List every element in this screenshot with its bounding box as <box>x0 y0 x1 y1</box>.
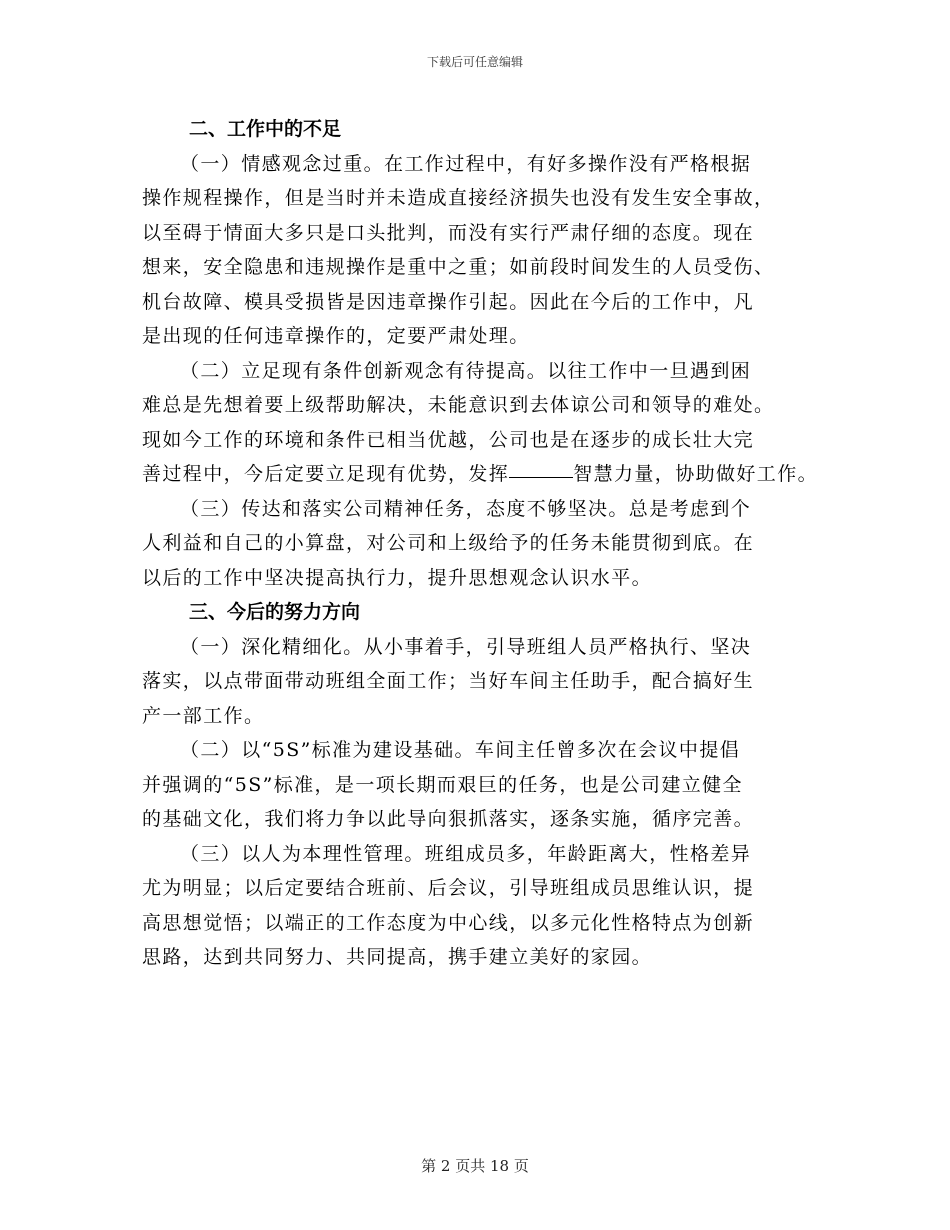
paragraph-5s-standard <box>142 733 822 837</box>
text-line: 思路，达到共同努力、共同提高，携手建立美好的家园。 <box>142 946 653 968</box>
text-line: 的基础文化，我们将力争以此导向狠抓落实，逐条实施，循序完善。 <box>142 808 755 830</box>
header-note: 下载后可任意编辑 <box>426 55 523 69</box>
text-line: （三）传达和落实公司精神任务，态度不够坚决。总是考虑到个 <box>180 497 752 520</box>
text-line: 落实，以点带面带动班组全面工作；当好车间主任助手，配合搞好生 <box>142 670 755 692</box>
page-number: 第 2 页共 18 页 <box>421 1157 529 1175</box>
paragraph-people-oriented <box>142 837 822 975</box>
text-line: 人利益和自己的小算盘，对公司和上级给予的任务未能贯彻到底。在 <box>142 532 755 554</box>
text-line: （一）情感观念过重。在工作过程中，有好多操作没有严格根据 <box>180 152 752 175</box>
document-body <box>142 112 822 975</box>
text-line: 想来，安全隐患和违规操作是重中之重；如前段时间发生的人员受伤、 <box>142 256 775 278</box>
paragraph-innovation <box>142 354 822 492</box>
text-line: （二）立足现有条件创新观念有待提高。以往工作中一旦遇到困 <box>180 359 752 382</box>
text-line: 并强调的“5S”标准，是一项长期而艰巨的任务，也是公司建立健全 <box>142 773 743 796</box>
fill-in-blank <box>509 476 573 478</box>
paragraph-emotional-concepts <box>142 147 822 354</box>
section-heading-future-direction: 三、今后的努力方向 <box>189 601 361 623</box>
text-fragment: 智慧力量，协助做好工作。 <box>573 463 819 485</box>
paragraph-refinement <box>142 630 822 734</box>
text-line: 尤为明显；以后定要结合班前、后会议，引导班组成员思维认识，提 <box>142 877 755 899</box>
text-line: （三）以人为本理性管理。班组成员多，年龄距离大，性格差异 <box>180 842 752 865</box>
text-line: 难总是先想着要上级帮助解决，未能意识到去体谅公司和领导的难处。 <box>142 394 775 416</box>
text-line: 以后的工作中坚决提高执行力，提升思想观念认识水平。 <box>142 566 653 589</box>
text-line: 机台故障、模具受损皆是因违章操作引起。因此在今后的工作中，凡 <box>142 290 755 313</box>
paragraph-execution <box>142 492 822 596</box>
text-fragment: 善过程中，今后定要立足现有优势，发挥 <box>142 463 510 485</box>
text-line: 操作规程操作，但是当时并未造成直接经济损失也没有发生安全事故， <box>142 187 775 209</box>
section-heading-deficiencies: 二、工作中的不足 <box>189 118 342 140</box>
text-line: （二）以“5S”标准为建设基础。车间主任曾多次在会议中提倡 <box>180 739 741 761</box>
text-line: 是出现的任何违章操作的，定要严肃处理。 <box>142 325 530 347</box>
text-line: 产一部工作。 <box>142 704 265 727</box>
text-line: 高思想觉悟；以端正的工作态度为中心线，以多元化性格特点为创新 <box>142 911 755 934</box>
text-line: 以至碍于情面大多只是口头批判，而没有实行严肃仔细的态度。现在 <box>142 221 755 244</box>
text-line: （一）深化精细化。从小事着手，引导班组人员严格执行、坚决 <box>180 635 752 658</box>
text-line: 现如今工作的环境和条件已相当优越，公司也是在逐步的成长壮大完 <box>142 428 755 451</box>
text-line <box>142 457 822 492</box>
